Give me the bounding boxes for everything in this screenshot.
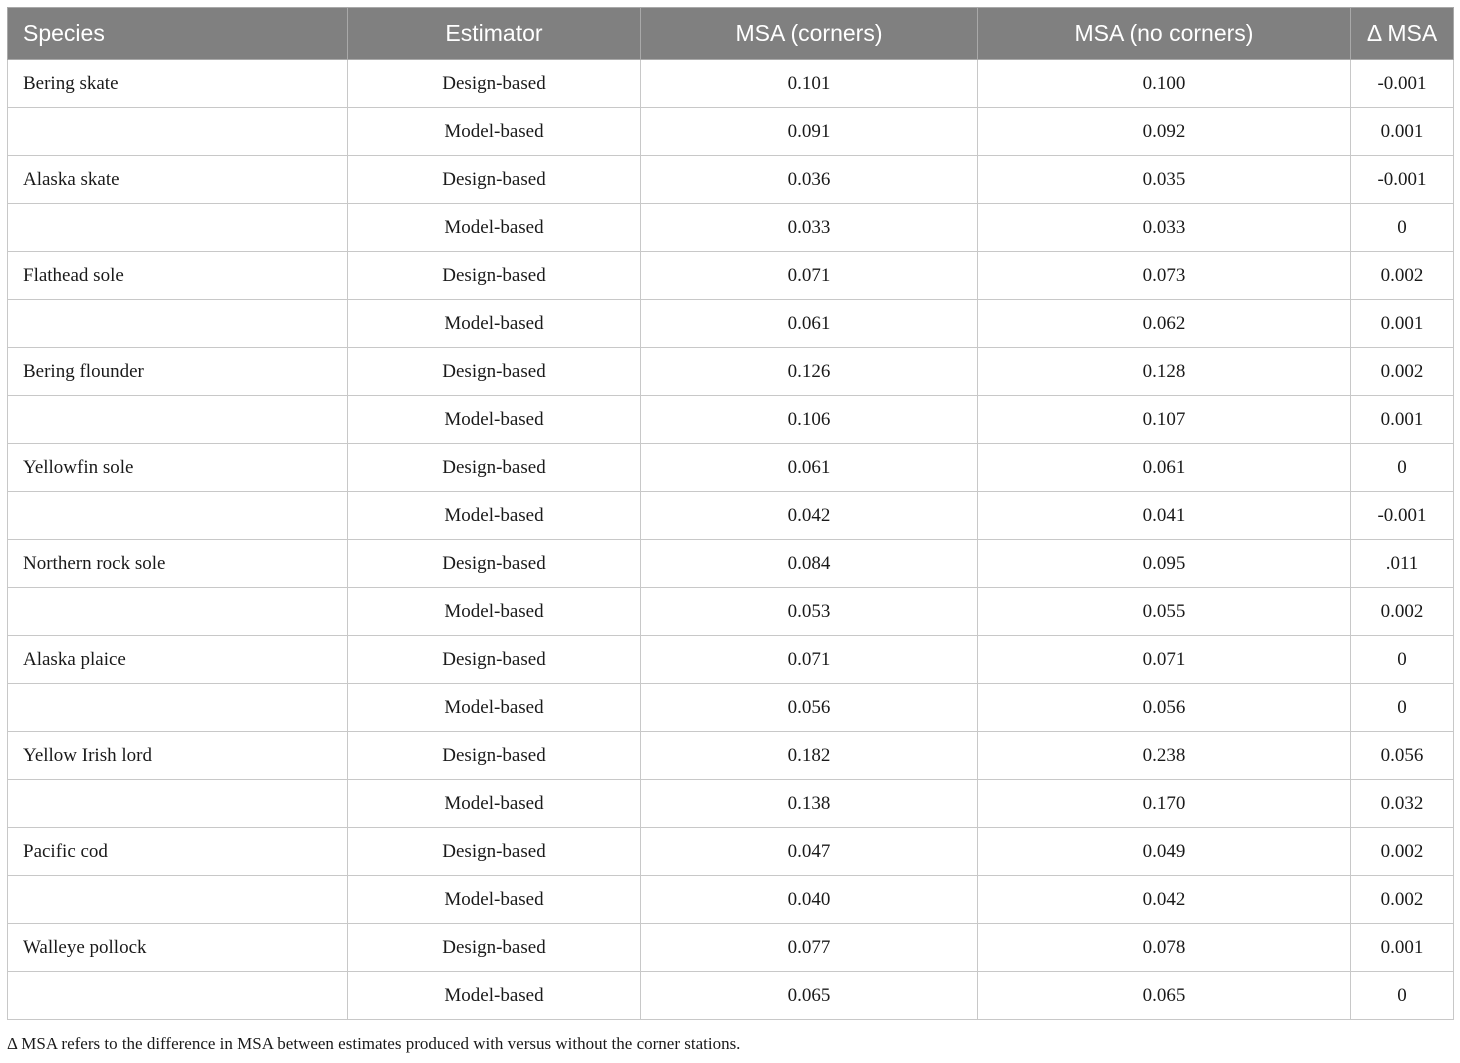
cell-estimator: Design-based bbox=[348, 444, 641, 492]
table-row bbox=[8, 204, 1454, 252]
cell-delta-msa: 0.001 bbox=[1351, 396, 1454, 444]
cell-msa-no-corners: 0.095 bbox=[978, 540, 1351, 588]
cell-msa-no-corners: 0.071 bbox=[978, 636, 1351, 684]
cell-estimator: Design-based bbox=[348, 60, 641, 108]
cell-msa-no-corners: 0.056 bbox=[978, 684, 1351, 732]
cell-delta-msa: 0 bbox=[1351, 972, 1454, 1020]
cell-estimator: Model-based bbox=[348, 492, 641, 540]
cell-species: Alaska plaice bbox=[8, 636, 348, 684]
header-estimator: Estimator bbox=[348, 8, 641, 60]
cell-delta-msa: 0 bbox=[1351, 204, 1454, 252]
table-row bbox=[8, 348, 1454, 396]
cell-species bbox=[8, 492, 348, 540]
cell-estimator: Model-based bbox=[348, 204, 641, 252]
cell-estimator: Design-based bbox=[348, 348, 641, 396]
table-row bbox=[8, 444, 1454, 492]
cell-species: Northern rock sole bbox=[8, 540, 348, 588]
cell-msa-no-corners: 0.065 bbox=[978, 972, 1351, 1020]
table-row bbox=[8, 300, 1454, 348]
cell-msa-corners: 0.101 bbox=[641, 60, 978, 108]
cell-estimator: Design-based bbox=[348, 636, 641, 684]
cell-msa-no-corners: 0.100 bbox=[978, 60, 1351, 108]
header-species: Species bbox=[8, 8, 348, 60]
cell-estimator: Model-based bbox=[348, 876, 641, 924]
cell-species: Bering skate bbox=[8, 60, 348, 108]
cell-delta-msa: 0.001 bbox=[1351, 924, 1454, 972]
table-row bbox=[8, 924, 1454, 972]
cell-msa-corners: 0.071 bbox=[641, 252, 978, 300]
table-body bbox=[8, 60, 1454, 1020]
cell-delta-msa: 0 bbox=[1351, 444, 1454, 492]
cell-estimator: Design-based bbox=[348, 732, 641, 780]
cell-delta-msa: 0.002 bbox=[1351, 828, 1454, 876]
cell-msa-corners: 0.061 bbox=[641, 300, 978, 348]
cell-delta-msa: 0.002 bbox=[1351, 348, 1454, 396]
cell-delta-msa: 0.002 bbox=[1351, 588, 1454, 636]
cell-estimator: Design-based bbox=[348, 828, 641, 876]
cell-msa-no-corners: 0.061 bbox=[978, 444, 1351, 492]
cell-msa-no-corners: 0.062 bbox=[978, 300, 1351, 348]
cell-estimator: Model-based bbox=[348, 780, 641, 828]
table-row bbox=[8, 828, 1454, 876]
table-row bbox=[8, 540, 1454, 588]
cell-msa-no-corners: 0.238 bbox=[978, 732, 1351, 780]
cell-delta-msa: -0.001 bbox=[1351, 492, 1454, 540]
header-delta-msa: Δ MSA bbox=[1351, 8, 1454, 60]
table-row bbox=[8, 636, 1454, 684]
table-row bbox=[8, 684, 1454, 732]
cell-msa-corners: 0.061 bbox=[641, 444, 978, 492]
cell-msa-corners: 0.036 bbox=[641, 156, 978, 204]
cell-msa-no-corners: 0.033 bbox=[978, 204, 1351, 252]
cell-msa-corners: 0.042 bbox=[641, 492, 978, 540]
msa-table-container bbox=[7, 7, 1453, 1020]
cell-delta-msa: -0.001 bbox=[1351, 60, 1454, 108]
table-row bbox=[8, 60, 1454, 108]
cell-delta-msa: .011 bbox=[1351, 540, 1454, 588]
cell-species bbox=[8, 684, 348, 732]
header-msa-no-corners: MSA (no corners) bbox=[978, 8, 1351, 60]
cell-delta-msa: 0.002 bbox=[1351, 876, 1454, 924]
cell-msa-corners: 0.071 bbox=[641, 636, 978, 684]
cell-species bbox=[8, 108, 348, 156]
cell-species: Pacific cod bbox=[8, 828, 348, 876]
cell-delta-msa: 0 bbox=[1351, 684, 1454, 732]
msa-table bbox=[7, 7, 1454, 1020]
table-row bbox=[8, 108, 1454, 156]
cell-delta-msa: 0.001 bbox=[1351, 108, 1454, 156]
cell-msa-no-corners: 0.107 bbox=[978, 396, 1351, 444]
cell-msa-no-corners: 0.049 bbox=[978, 828, 1351, 876]
cell-msa-corners: 0.056 bbox=[641, 684, 978, 732]
cell-msa-corners: 0.065 bbox=[641, 972, 978, 1020]
cell-delta-msa: 0.056 bbox=[1351, 732, 1454, 780]
table-row bbox=[8, 492, 1454, 540]
cell-delta-msa: 0.002 bbox=[1351, 252, 1454, 300]
cell-msa-corners: 0.084 bbox=[641, 540, 978, 588]
cell-estimator: Model-based bbox=[348, 972, 641, 1020]
cell-species bbox=[8, 396, 348, 444]
cell-delta-msa: 0 bbox=[1351, 636, 1454, 684]
cell-msa-corners: 0.138 bbox=[641, 780, 978, 828]
cell-msa-corners: 0.053 bbox=[641, 588, 978, 636]
cell-estimator: Model-based bbox=[348, 108, 641, 156]
cell-msa-no-corners: 0.035 bbox=[978, 156, 1351, 204]
cell-species: Walleye pollock bbox=[8, 924, 348, 972]
table-row bbox=[8, 972, 1454, 1020]
cell-estimator: Model-based bbox=[348, 300, 641, 348]
cell-msa-corners: 0.047 bbox=[641, 828, 978, 876]
table-row bbox=[8, 156, 1454, 204]
cell-msa-corners: 0.182 bbox=[641, 732, 978, 780]
table-row bbox=[8, 252, 1454, 300]
table-row bbox=[8, 876, 1454, 924]
cell-species bbox=[8, 588, 348, 636]
cell-estimator: Model-based bbox=[348, 396, 641, 444]
cell-estimator: Design-based bbox=[348, 156, 641, 204]
cell-species bbox=[8, 780, 348, 828]
cell-msa-corners: 0.033 bbox=[641, 204, 978, 252]
cell-species bbox=[8, 300, 348, 348]
cell-msa-no-corners: 0.042 bbox=[978, 876, 1351, 924]
cell-species: Flathead sole bbox=[8, 252, 348, 300]
cell-msa-corners: 0.040 bbox=[641, 876, 978, 924]
cell-msa-corners: 0.106 bbox=[641, 396, 978, 444]
cell-msa-no-corners: 0.073 bbox=[978, 252, 1351, 300]
cell-estimator: Design-based bbox=[348, 540, 641, 588]
cell-estimator: Design-based bbox=[348, 252, 641, 300]
cell-estimator: Model-based bbox=[348, 684, 641, 732]
table-header bbox=[8, 8, 1454, 60]
cell-msa-no-corners: 0.170 bbox=[978, 780, 1351, 828]
header-row bbox=[8, 8, 1454, 60]
cell-species: Bering flounder bbox=[8, 348, 348, 396]
cell-delta-msa: 0.032 bbox=[1351, 780, 1454, 828]
cell-msa-corners: 0.126 bbox=[641, 348, 978, 396]
cell-species bbox=[8, 876, 348, 924]
cell-species: Alaska skate bbox=[8, 156, 348, 204]
cell-msa-corners: 0.077 bbox=[641, 924, 978, 972]
cell-estimator: Model-based bbox=[348, 588, 641, 636]
cell-delta-msa: 0.001 bbox=[1351, 300, 1454, 348]
table-footnote: Δ MSA refers to the difference in MSA between estimates produced with versus without the corner stations. bbox=[7, 1034, 741, 1053]
cell-species bbox=[8, 972, 348, 1020]
cell-msa-corners: 0.091 bbox=[641, 108, 978, 156]
cell-msa-no-corners: 0.041 bbox=[978, 492, 1351, 540]
cell-species: Yellowfin sole bbox=[8, 444, 348, 492]
cell-species: Yellow Irish lord bbox=[8, 732, 348, 780]
cell-msa-no-corners: 0.092 bbox=[978, 108, 1351, 156]
cell-msa-no-corners: 0.128 bbox=[978, 348, 1351, 396]
table-row bbox=[8, 588, 1454, 636]
table-row bbox=[8, 732, 1454, 780]
table-row bbox=[8, 396, 1454, 444]
table-row bbox=[8, 780, 1454, 828]
header-msa-corners: MSA (corners) bbox=[641, 8, 978, 60]
cell-species bbox=[8, 204, 348, 252]
cell-estimator: Design-based bbox=[348, 924, 641, 972]
cell-delta-msa: -0.001 bbox=[1351, 156, 1454, 204]
cell-msa-no-corners: 0.078 bbox=[978, 924, 1351, 972]
cell-msa-no-corners: 0.055 bbox=[978, 588, 1351, 636]
